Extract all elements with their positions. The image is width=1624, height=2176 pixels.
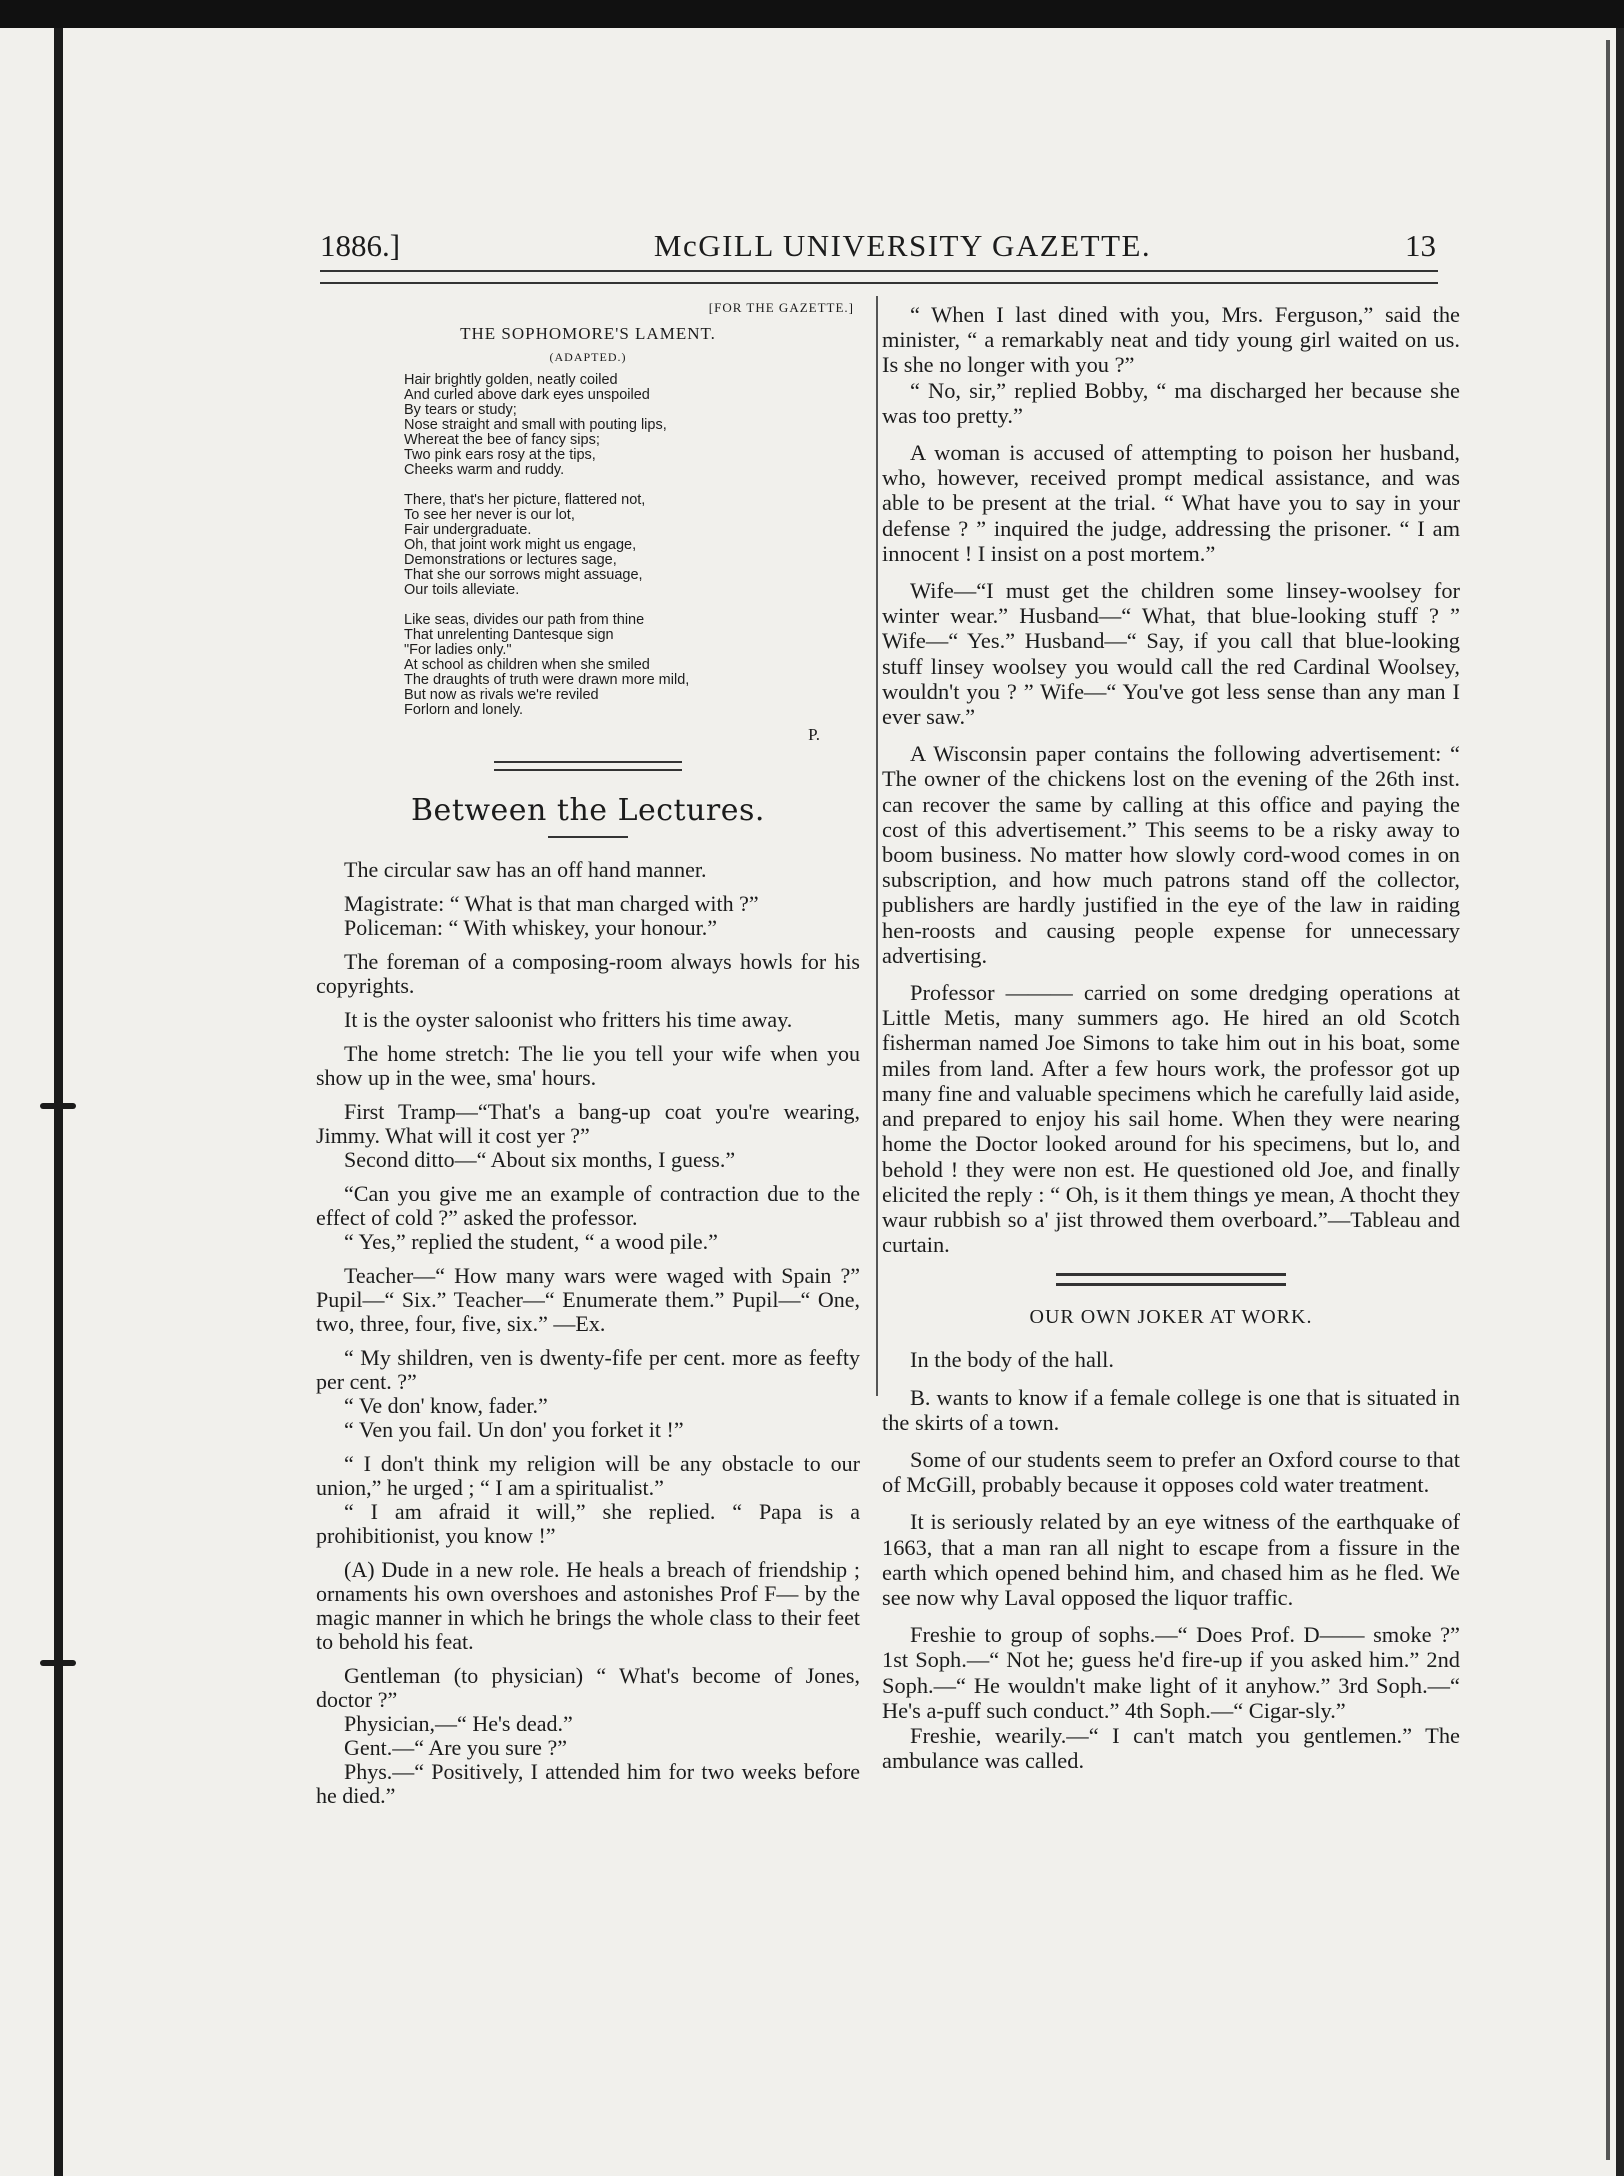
paragraph: “ I don't think my religion will be any obstacle to our union,” he urged ; “ I am a spiritualist.” [316,1451,860,1500]
heading-underline [548,836,628,838]
section-heading: OUR OWN JOKER AT WORK. [1029,1306,1313,1329]
column-divider [876,296,878,1396]
paragraph: It is seriously related by an eye witness of the earthquake of 1663, that a man ran all night to escape from a fissure in the earth which opened behind him, and chased him as he fled. We see now why Laval opposed the liquor traffic. [882,1509,1460,1610]
section-heading: Between the Lectures. [411,793,765,828]
poem-adapted-note: (ADAPTED.) [549,350,627,364]
paragraph: “ Yes,” replied the student, “ a wood pile.” [344,1229,718,1254]
left-column [316,296,860,1818]
poem-line: And curled above dark eyes unspoiled [404,387,650,403]
paragraph: “ Ven you fail. Un don' you forket it !” [344,1417,684,1442]
poem-line: By tears or study; [404,402,517,418]
poem-line: Like seas, divides our path from thine [404,612,645,628]
poem-signoff: P. [808,725,820,744]
poem-line: Two pink ears rosy at the tips, [404,447,596,463]
paragraph: “ Ve don' know, fader.” [344,1393,548,1418]
poem-line: That she our sorrows might assuage, [404,567,643,583]
paragraph: Freshie, wearily.—“ I can't match you gentlemen.” The ambulance was called. [882,1722,1460,1774]
poem-stanza [404,613,860,718]
paragraph: The home stretch: The lie you tell your wife when you show up in the wee, sma' hours. [316,1041,860,1090]
binding-mark [40,1103,76,1109]
paragraph: In the body of the hall. [910,1347,1114,1373]
paragraph: The circular saw has an off hand manner. [344,857,707,882]
paragraph: Wife—“I must get the children some linsey-woolsey for winter wear.” Husband—“ What, that blue-looking stuff ? ” Wife—“ Yes.” Husband—“ Say, if you call that blue-looking stuff linsey woolsey you would call the red Cardinal Woolsey, wouldn't you ? ” Wife—“ You've got less sense than any man I ever saw.” [882,578,1460,730]
poem-stanza [404,493,860,598]
paragraph: Some of our students seem to prefer an Oxford course to that of McGill, probably because it opposes cold water treatment. [882,1446,1460,1498]
paragraph: Gent.—“ Are you sure ?” [344,1735,567,1760]
paragraph: The foreman of a composing-room always howls for his copyrights. [316,949,860,998]
poem-line: Demonstrations or lectures sage, [404,552,617,568]
paragraph: “ When I last dined with you, Mrs. Ferguson,” said the minister, “ a remarkably neat and tidy young girl waited on us. Is she no longer with you ?” [882,302,1460,378]
poem-title: THE SOPHOMORE'S LAMENT. [460,324,716,343]
poem-line: The draughts of truth were drawn more mild, [404,672,690,688]
header-title: McGILL UNIVERSITY GAZETTE. [653,228,1152,263]
paragraph: Second ditto—“ About six months, I guess.” [344,1147,736,1172]
section-rule [494,761,682,771]
poem-line: Our toils alleviate. [404,582,520,598]
poem-line: Whereat the bee of fancy sips; [404,432,600,448]
paragraph: Magistrate: “ What is that man charged with ?” [344,891,759,916]
header-rule [320,270,1438,284]
scan-right-edge [1616,28,1624,2176]
poem-line: But now as rivals we're reviled [404,687,599,703]
paragraph: “ No, sir,” replied Bobby, “ ma discharged her because she was too pretty.” [882,377,1460,428]
paragraph: Policeman: “ With whiskey, your honour.” [344,915,718,940]
paragraph: Teacher—“ How many wars were waged with Spain ?” Pupil—“ Six.” Teacher—“ Enumerate them.” Pupil—“ One, two, three, four, five, six.” —Ex. [316,1263,860,1336]
header-year: 1886.] [320,228,401,263]
paragraph: Phys.—“ Positively, I attended him for two weeks before he died.” [316,1759,860,1808]
scan-top-edge [0,0,1624,28]
poem-line: Oh, that joint work might us engage, [404,537,637,553]
poem-line: There, that's her picture, flattered not, [404,492,646,508]
paragraph: (A) Dude in a new role. He heals a breach of friendship ; ornaments his own overshoes and astonishes Prof F— by the magic manner in which he brings the whole class to their feet to behold his feat. [316,1557,860,1654]
binding-line [54,28,63,2176]
poem-line: Hair brightly golden, neatly coiled [404,372,618,388]
paragraph: “Can you give me an example of contraction due to the effect of cold ?” asked the professor. [316,1181,860,1230]
paragraph: A Wisconsin paper contains the following advertisement: “ The owner of the chickens lost on the evening of the 26th inst. can recover the same by calling at this office and paying the cost of this advertisement.” This seems to be a risky away to boom business. No matter how slowly cord-wood comes in on subscription, and how much patrons stand off the collector, publishers are hardly justified in the eye of the law in raiding hen-roosts and causing people expense for unnecessary advertising. [882,741,1460,968]
paragraph: “ My shildren, ven is dwenty-fife per cent. more as feefty per cent. ?” [316,1345,860,1394]
binding-mark [40,1660,76,1666]
poem-body [316,373,860,718]
paragraph: Gentleman (to physician) “ What's become of Jones, doctor ?” [316,1663,860,1712]
right-column [882,302,1460,1785]
poem-line: Cheeks warm and ruddy. [404,462,565,478]
page-header [320,228,1436,268]
section-rule [1056,1273,1286,1286]
poem-stanza [404,373,860,478]
page-number: 13 [1405,228,1436,263]
poem-line: "For ladies only." [404,642,512,658]
poem-line: At school as children when she smiled [404,657,650,673]
paragraph: A woman is accused of attempting to poison her husband, who, however, received prompt medical assistance, and was able to be present at the trial. “ What have you to say in your defense ? ” inquired the judge, addressing the prisoner. “ I am innocent ! I insist on a post mortem.” [882,440,1460,566]
scan-right-shadow [1606,40,1610,2160]
poem-line: That unrelenting Dantesque sign [404,627,614,643]
paragraph: First Tramp—“That's a bang-up coat you're wearing, Jimmy. What will it cost yer ?” [316,1099,860,1148]
poem-line: Forlorn and lonely. [404,702,524,718]
for-the-gazette-note: [FOR THE GAZETTE.] [708,300,854,315]
poem-line: Fair undergraduate. [404,522,532,538]
poem-line: To see her never is our lot, [404,507,575,523]
poem-line: Nose straight and small with pouting lips, [404,417,667,433]
paragraph: Professor ——— carried on some dredging operations at Little Metis, many summers ago. He hired an old Scotch fisherman named Joe Simons to take him out in his boat, some miles from land. After a few hours work, the professor got up many fine and valuable specimens which he carefully laid aside, and prepared to enjoy his sail home. When they were nearing home the Doctor looked around for his specimens, but lo, and behold ! they were non est. He questioned old Joe, and finally elicited the reply : “ Oh, is it them things ye mean, A thocht they waur rubbish so a' jist throwed them overboard.”—Tableau and curtain. [882,980,1460,1258]
paragraph: It is the oyster saloonist who fritters his time away. [344,1007,793,1032]
paragraph: Freshie to group of sophs.—“ Does Prof. D—— smoke ?” 1st Soph.—“ Not he; guess he'd fire-up if you asked him.” 2nd Soph.—“ He wouldn't make light of it anyhow.” 3rd Soph.—“ He's a-puff such conduct.” 4th Soph.—“ Cigar-sly.” [882,1622,1460,1723]
paragraph: “ I am afraid it will,” she replied. “ Papa is a prohibitionist, you know !” [316,1499,860,1548]
paragraph: Physician,—“ He's dead.” [344,1711,573,1736]
paragraph: B. wants to know if a female college is one that is situated in the skirts of a town. [882,1384,1460,1435]
